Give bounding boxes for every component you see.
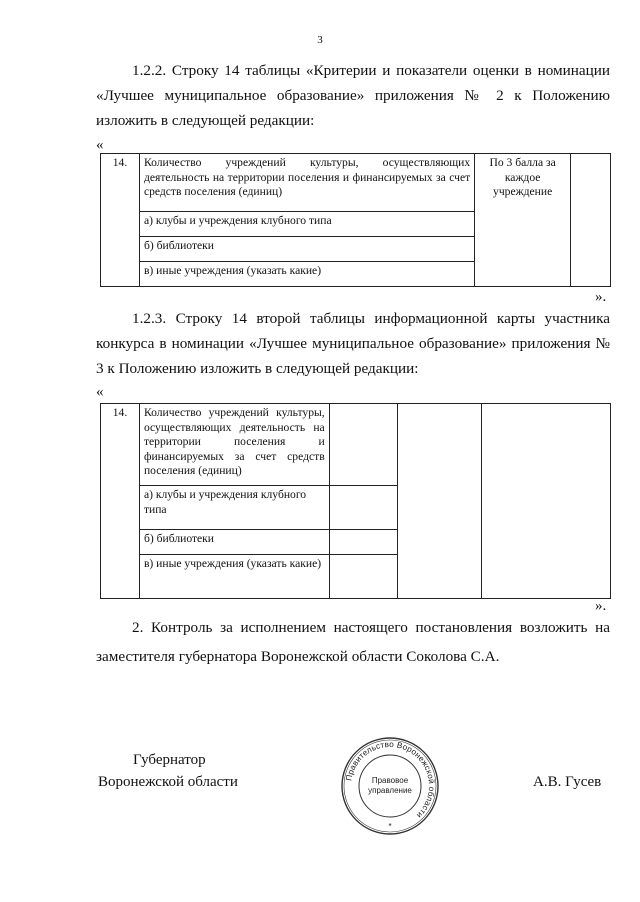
stamp-center-line-1: Правовое (371, 776, 409, 785)
table1-criterion-c: в) иные учреждения (указать какие) (139, 262, 474, 287)
official-stamp (340, 736, 440, 836)
stamp-center-line-2: управление (368, 786, 412, 795)
stamp-ring-text: Правительство Воронежской области (344, 739, 437, 820)
quote-close-2: ». (595, 598, 607, 614)
table2-criterion-c: в) иные учреждения (указать какие) (139, 555, 329, 599)
table1-score: По 3 балла за каждое учреждение (475, 154, 571, 287)
paragraph-1-2-2: 1.2.2. Строку 14 таблицы «Критерии и показатели оценки в номинации «Лучшее муниципальное образование» приложения № 2 к Положению изложить в следующей редакции: (96, 62, 610, 129)
table1-empty-cell (571, 154, 611, 287)
table2-empty-col-5 (482, 404, 611, 599)
table2-row-number: 14. (101, 404, 140, 599)
table2-criterion-b: б) библиотеки (139, 530, 329, 555)
table2-value-b (329, 530, 397, 555)
signature-name: А.В. Гусев (533, 774, 602, 790)
table2-value-a (329, 486, 397, 530)
info-card-table-2 (100, 403, 611, 599)
table2-empty-col-4 (397, 404, 482, 599)
table2-value-c (329, 555, 397, 599)
paragraph-1-2-3: 1.2.3. Строку 14 второй таблицы информационной карты участника конкурса в номинации «Лучшее муниципальное образование» приложения № 3 к Положению изложить в следующей редакции: (96, 310, 610, 377)
quote-open-2: « (96, 384, 104, 400)
table1-row-number: 14. (101, 154, 140, 287)
quote-open-1: « (96, 137, 104, 153)
quote-close-1: ». (595, 289, 607, 305)
signature-position-line-2: Воронежской области (98, 774, 238, 790)
signature-position-line-1: Губернатор (133, 752, 206, 768)
paragraph-2: 2. Контроль за исполнением настоящего постановления возложить на заместителя губернатора Воронежской области Соколова С.А. (96, 619, 610, 665)
criteria-table-1 (100, 153, 611, 287)
table1-criterion-b: б) библиотеки (139, 237, 474, 262)
table2-value-main (329, 404, 397, 486)
table1-criterion-main: Количество учреждений культуры, осуществляющих деятельность на территории поселения и финансируемых за счет средств поселения (единиц) (139, 154, 474, 212)
stamp-star: * (388, 822, 392, 831)
page-number: 3 (317, 34, 323, 46)
table1-criterion-a: а) клубы и учреждения клубного типа (139, 212, 474, 237)
table2-criterion-a: а) клубы и учреждения клубного типа (139, 486, 329, 530)
table2-criterion-main: Количество учреждений культуры, осуществляющих деятельность на территории поселения и финансируемых за счет средств поселения (единиц) (139, 404, 329, 486)
